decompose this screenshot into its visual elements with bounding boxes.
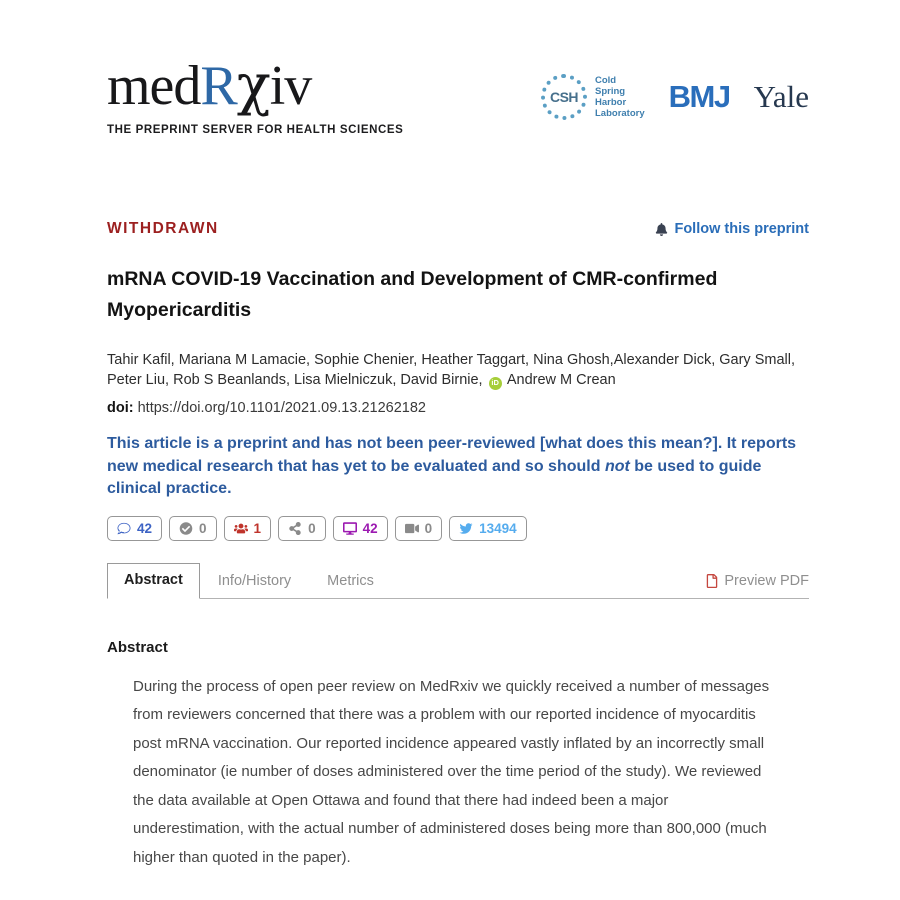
comments-count: 42 (137, 520, 153, 536)
page (107, 0, 809, 872)
community-badge[interactable] (224, 516, 272, 541)
partner-logos (541, 74, 809, 120)
videos-badge[interactable] (395, 516, 443, 541)
videos-count: 0 (424, 520, 433, 536)
csh-logo[interactable] (541, 74, 645, 120)
doi-row (107, 400, 809, 416)
logo-chi: χ (236, 53, 270, 118)
csh-abbr: CSH (549, 89, 579, 105)
views-count: 42 (362, 520, 378, 536)
status-row (107, 220, 809, 238)
abstract-heading: Abstract (107, 638, 168, 656)
shares-count: 0 (308, 520, 316, 536)
logo-iv: iv (269, 55, 312, 117)
twitter-icon (459, 522, 473, 535)
preprint-notice: This article is a preprint and has not been peer-reviewed [what does this mean?]. It reports new medical research that has yet to be evaluated and so should not be used to guide clinical practice. (107, 435, 797, 497)
tweets-count: 13494 (479, 520, 517, 536)
site-tagline: THE PREPRINT SERVER FOR HEALTH SCIENCES (107, 124, 404, 136)
follow-label: Follow this preprint (674, 221, 809, 237)
csh-name: Cold Spring Harbor Laboratory (595, 75, 645, 119)
tweets-badge[interactable] (449, 516, 527, 541)
preview-pdf-label: Preview PDF (724, 572, 809, 589)
users-icon (234, 522, 248, 535)
metrics-row (107, 516, 809, 541)
abstract-text: During the process of open peer review on MedRxiv we quickly received a number of messages from reviewers concerned that there was a problem with our reported incidence of myocarditis post mRNA vaccination. Our reported incidence appeared vastly inflated by an incorrectly small denominator (ie number of doses administered over the time period of the study). We reviewed the data available at Open Ottawa and found that there had indeed been a major underestimation, with the actual number of administered doses being more than 800,000 (much higher than quoted in the paper). (133, 677, 770, 866)
tab-info-history[interactable]: Info/History (217, 572, 292, 589)
withdrawn-badge: WITHDRAWN (107, 220, 219, 237)
tab-abstract[interactable]: Abstract (107, 563, 200, 599)
monitor-icon (343, 522, 357, 535)
bmj-logo[interactable]: BMJ (668, 79, 730, 114)
logo-r: R (200, 55, 237, 117)
share-icon (288, 522, 302, 535)
reviews-count: 0 (199, 520, 207, 536)
check-circle-icon (179, 522, 193, 535)
community-count: 1 (253, 520, 262, 536)
video-icon (405, 522, 419, 535)
yale-logo[interactable]: Yale (753, 79, 809, 114)
preview-pdf-button[interactable] (706, 573, 809, 598)
tab-metrics[interactable]: Metrics (327, 572, 374, 589)
article-title: mRNA COVID-19 Vaccination and Development of CMR-confirmed Myopericarditis (107, 268, 718, 321)
medrxiv-brand[interactable] (107, 53, 404, 136)
comments-badge[interactable] (107, 516, 162, 541)
authors-text: Tahir Kafil, Mariana M Lamacie, Sophie Chenier, Heather Taggart, Nina Ghosh,Alexander Dick, Gary Small, Peter Liu, Rob S Beanlands, Lisa Mielniczuk, David Birnie, (107, 352, 795, 388)
csh-chain-circle-icon (541, 74, 587, 120)
follow-preprint-link[interactable] (655, 221, 809, 237)
doi-label: doi: (107, 400, 134, 416)
what-does-this-mean-link[interactable]: what does this mean? (545, 435, 713, 452)
tab-bar (107, 563, 809, 599)
bell-icon (655, 223, 668, 236)
site-header (107, 53, 809, 136)
views-badge[interactable] (333, 516, 388, 541)
orcid-icon[interactable]: iD (489, 377, 502, 390)
doi-link[interactable]: https://doi.org/10.1101/2021.09.13.21262182 (137, 400, 426, 416)
shares-badge[interactable] (278, 516, 326, 541)
comment-icon (117, 522, 131, 535)
logo-med: med (107, 55, 201, 117)
last-author: Andrew M Crean (506, 372, 616, 388)
medrxiv-logo (107, 53, 403, 118)
author-list (107, 350, 809, 390)
pdf-file-icon (706, 574, 718, 588)
reviews-badge[interactable] (169, 516, 217, 541)
